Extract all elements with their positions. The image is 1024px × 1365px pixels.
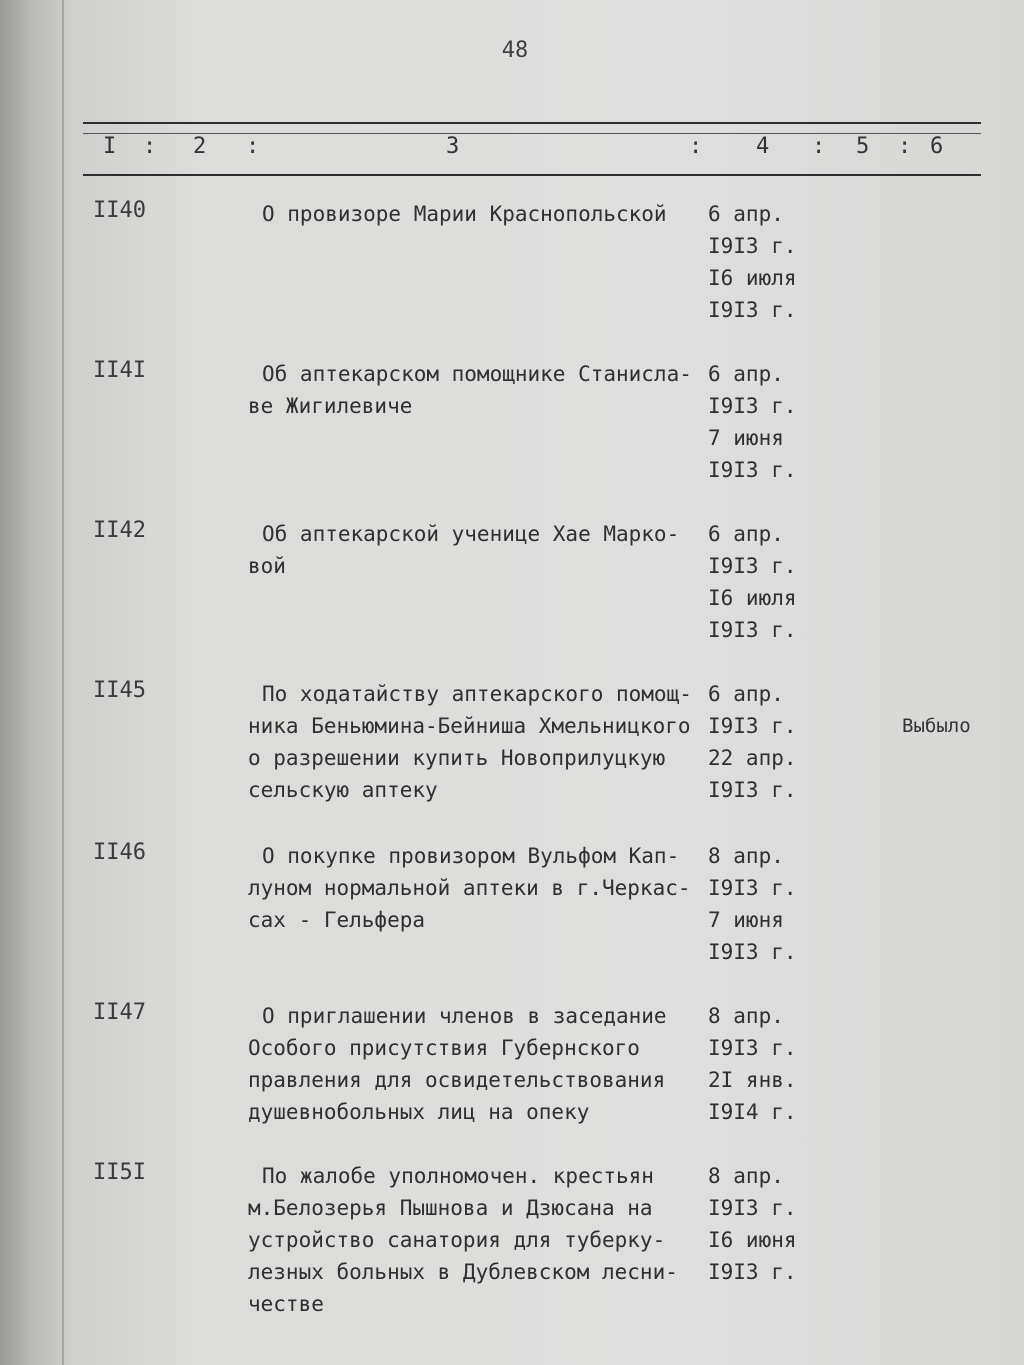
date-line: 6 апр. — [708, 202, 784, 226]
record-number: II4I — [93, 358, 146, 383]
date-line: I9I3 г. — [708, 778, 797, 802]
date-line: 6 апр. — [708, 522, 784, 546]
date-line: I9I3 г. — [708, 234, 797, 258]
date-line: I9I3 г. — [708, 298, 797, 322]
date-line: 8 апр. — [708, 1164, 784, 1188]
header-rule-top — [83, 122, 981, 124]
date-line: I6 июня — [708, 1228, 797, 1252]
date-line: I9I3 г. — [708, 714, 797, 738]
title-line: устройство санатория для туберку- — [248, 1228, 666, 1252]
title-line: О покупке провизором Вульфом Кап- — [262, 844, 680, 868]
record-number: II40 — [93, 198, 146, 223]
page-number: 48 — [501, 38, 529, 63]
title-line: о разрешении купить Новоприлуцкую — [248, 746, 666, 770]
header-rule-bottom — [83, 174, 981, 176]
header-col-4: 4 — [756, 134, 770, 159]
title-line: Об аптекарской ученице Хае Марко- — [262, 522, 680, 546]
header-col-6: 6 — [930, 134, 944, 159]
binding-shadow — [62, 0, 64, 1365]
date-line: I9I3 г. — [708, 1260, 797, 1284]
header-col-1: I — [103, 134, 117, 159]
date-line: I9I3 г. — [708, 554, 797, 578]
record-title — [248, 1160, 718, 1320]
title-line: сельскую аптеку — [248, 778, 438, 802]
header-col-5: 5 — [856, 134, 870, 159]
date-line: 7 июня — [708, 908, 784, 932]
title-line: правления для освидетельствования — [248, 1068, 666, 1092]
date-line: 6 апр. — [708, 682, 784, 706]
title-line: ве Жигилевиче — [248, 394, 413, 418]
header-separator: : — [689, 134, 703, 159]
header-col-2: 2 — [193, 134, 207, 159]
header-rule-top-inner — [83, 133, 981, 134]
date-line: I6 июля — [708, 586, 797, 610]
header-separator: : — [898, 134, 912, 159]
record-title — [248, 1000, 718, 1128]
record-number: II46 — [93, 840, 146, 865]
record-dates — [708, 358, 797, 486]
record-title — [248, 840, 718, 936]
title-line: О приглашении членов в заседание — [262, 1004, 667, 1028]
title-line: По ходатайству аптекарского помощ- — [262, 682, 692, 706]
date-line: 8 апр. — [708, 844, 784, 868]
record-title — [248, 678, 718, 806]
record-number: II45 — [93, 678, 146, 703]
record-title — [262, 198, 732, 230]
record-dates — [708, 518, 797, 646]
header-separator: : — [246, 134, 260, 159]
date-line: 8 апр. — [708, 1004, 784, 1028]
title-line: м.Белозерья Пышнова и Дзюсана на — [248, 1196, 653, 1220]
date-line: I9I4 г. — [708, 1100, 797, 1124]
record-title — [248, 358, 718, 422]
title-line: О провизоре Марии Краснопольской — [262, 202, 667, 226]
title-line: По жалобе уполномочен. крестьян — [262, 1164, 654, 1188]
title-line: Об аптекарском помощнике Станисла- — [262, 362, 692, 386]
date-line: I9I3 г. — [708, 1036, 797, 1060]
date-line: I9I3 г. — [708, 1196, 797, 1220]
title-line: ника Беньюмина-Бейниша Хмельницкого — [248, 714, 691, 738]
title-line: сах - Гельфера — [248, 908, 426, 932]
date-line: I6 июля — [708, 266, 797, 290]
record-number: II47 — [93, 1000, 146, 1025]
title-line: честве — [248, 1292, 324, 1316]
date-line: 6 апр. — [708, 362, 784, 386]
title-line: вой — [248, 554, 286, 578]
header-col-3: 3 — [446, 134, 460, 159]
date-line: I9I3 г. — [708, 394, 797, 418]
record-note: Выбыло — [902, 715, 971, 737]
header-separator: : — [143, 134, 157, 159]
record-dates — [708, 678, 797, 806]
record-title — [248, 518, 718, 582]
title-line: душевнобольных лиц на опеку — [248, 1100, 590, 1124]
record-number: II42 — [93, 518, 146, 543]
date-line: I9I3 г. — [708, 876, 797, 900]
header-separator: : — [812, 134, 826, 159]
record-dates — [708, 1000, 797, 1128]
date-line: 22 апр. — [708, 746, 797, 770]
title-line: лезных больных в Дублевском лесни- — [248, 1260, 678, 1284]
date-line: 2I янв. — [708, 1068, 797, 1092]
title-line: Особого присутствия Губернского — [248, 1036, 640, 1060]
date-line: I9I3 г. — [708, 458, 797, 482]
date-line: I9I3 г. — [708, 618, 797, 642]
record-dates — [708, 1160, 797, 1288]
date-line: 7 июня — [708, 426, 784, 450]
record-dates — [708, 198, 797, 326]
record-dates — [708, 840, 797, 968]
title-line: луном нормальной аптеки в г.Черкас- — [248, 876, 691, 900]
record-number: II5I — [93, 1160, 146, 1185]
date-line: I9I3 г. — [708, 940, 797, 964]
